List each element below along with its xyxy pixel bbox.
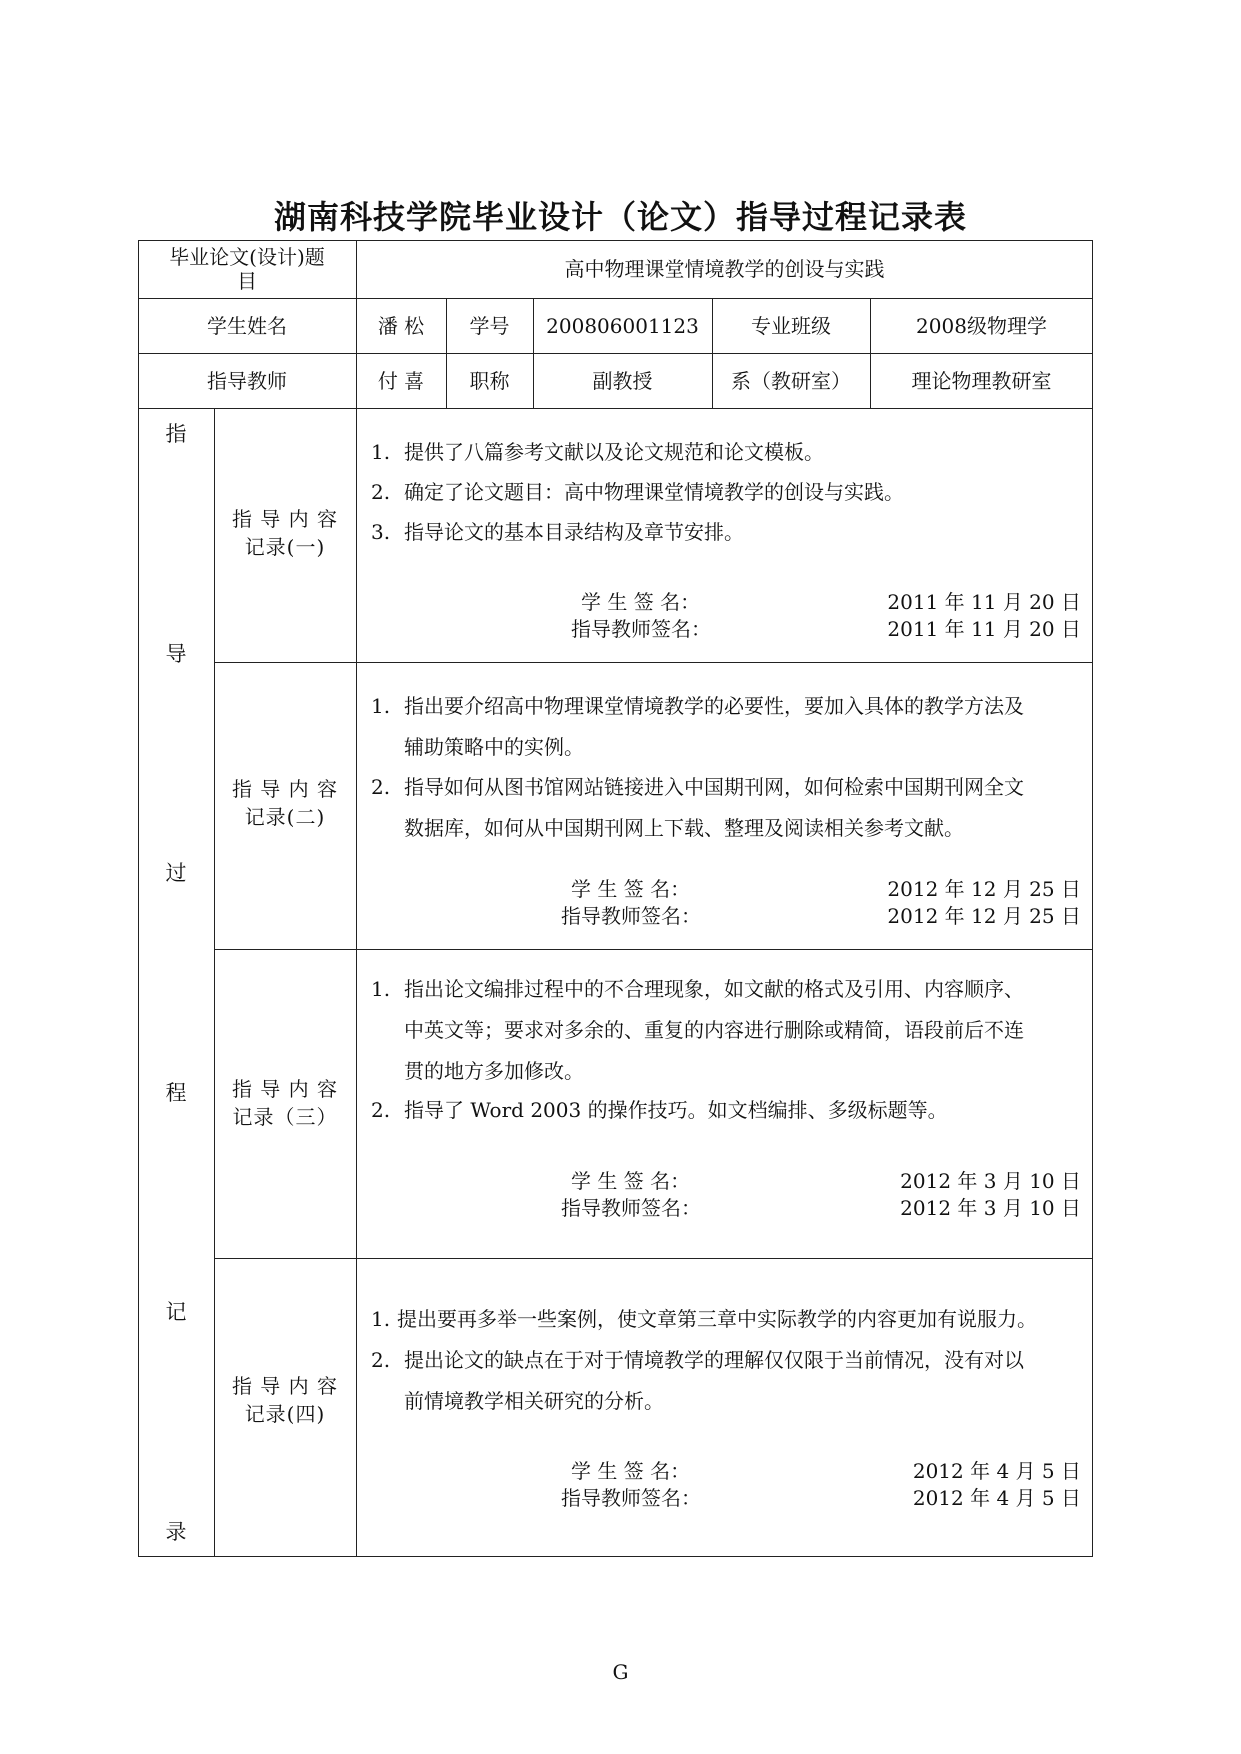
item-number: 2. xyxy=(371,1098,391,1122)
advisor-signature-label: 指导教师签名： xyxy=(561,904,701,928)
title-value: 副教授 xyxy=(592,368,653,393)
item-number: 1. xyxy=(371,1307,391,1331)
item-number: 1. xyxy=(371,977,391,1001)
record-label-line: 记录(一) xyxy=(244,535,326,559)
item-text: 指出论文编排过程中的不合理现象，如文献的格式及引用、内容顺序、 xyxy=(404,977,1024,1001)
side-label-char: 导 xyxy=(165,642,187,666)
page-number: G xyxy=(612,1660,629,1684)
student-signature-date: 2012 年 12 月 25 日 xyxy=(887,877,1081,901)
major-class: 2008级物理学 xyxy=(916,313,1047,338)
record-label-line: 指 导 内 容 xyxy=(231,1077,339,1101)
major-class-label: 专业班级 xyxy=(751,313,831,338)
student-signature-date: 2012 年 3 月 10 日 xyxy=(900,1169,1081,1193)
item-text: 提出要再多举一些案例，使文章第三章中实际教学的内容更加有说服力。 xyxy=(397,1307,1037,1331)
student-signature-row xyxy=(571,875,1081,903)
table-border-bottom xyxy=(138,1556,1093,1557)
record-divider xyxy=(214,1258,1093,1259)
student-signature-label: 学 生 签 名： xyxy=(571,1459,691,1483)
record-2-item-1 xyxy=(371,692,1081,762)
side-label-char: 程 xyxy=(165,1081,187,1105)
record-divider xyxy=(214,949,1093,950)
student-signature-row xyxy=(581,588,1081,616)
record-4-item-1 xyxy=(371,1305,1081,1333)
item-text: 指导论文的基本目录结构及章节安排。 xyxy=(404,520,744,544)
student-signature-label: 学 生 签 名： xyxy=(571,1169,691,1193)
record-label-line: 指 导 内 容 xyxy=(231,1374,339,1398)
advisor-signature-date: 2011 年 11 月 20 日 xyxy=(887,617,1081,641)
item-text: 数据库，如何从中国期刊网上下载、整理及阅读相关参考文献。 xyxy=(404,816,964,840)
record-label-4 xyxy=(214,1372,356,1428)
record-1-item-3 xyxy=(371,518,1081,546)
advisor-signature-date: 2012 年 3 月 10 日 xyxy=(900,1196,1081,1220)
record-1-item-2 xyxy=(371,478,1081,506)
record-label-line: 指 导 内 容 xyxy=(231,777,339,801)
item-number: 2. xyxy=(371,480,391,504)
advisor-signature-label: 指导教师签名： xyxy=(571,617,711,641)
record-label-line: 指 导 内 容 xyxy=(231,507,339,531)
item-text: 贯的地方多加修改。 xyxy=(404,1059,584,1083)
advisor-signature-label: 指导教师签名： xyxy=(561,1486,701,1510)
record-3-item-2 xyxy=(371,1096,1081,1124)
dept-value: 理论物理教研室 xyxy=(911,368,1052,393)
topic-value: 高中物理课堂情境教学的创设与实践 xyxy=(564,257,885,281)
item-text: 指导了 Word 2003 的操作技巧。如文档编排、多级标题等。 xyxy=(404,1098,948,1122)
record-label-2 xyxy=(214,775,356,831)
topic-label xyxy=(138,240,356,298)
topic-label-line2: 目 xyxy=(237,269,257,293)
item-text: 指导如何从图书馆网站链接进入中国期刊网，如何检索中国期刊网全文 xyxy=(404,775,1024,799)
column-divider xyxy=(356,240,357,1557)
item-text: 中英文等；要求对多余的、重复的内容进行删除或精简，语段前后不连 xyxy=(404,1018,1024,1042)
advisor-signature-row xyxy=(561,1484,1081,1512)
side-label-char: 指 xyxy=(165,422,187,446)
advisor-label: 指导教师 xyxy=(207,368,287,393)
record-3-item-1 xyxy=(371,975,1081,1085)
record-label-line: 记录(二) xyxy=(244,805,326,829)
record-1-item-1 xyxy=(371,438,1081,466)
side-label-char: 过 xyxy=(165,861,187,885)
item-number: 2. xyxy=(371,775,391,799)
row-divider xyxy=(138,408,1093,409)
advisor-signature-row xyxy=(561,1194,1081,1222)
student-name: 潘 松 xyxy=(377,313,425,338)
side-label-char: 录 xyxy=(165,1520,187,1544)
student-id-label: 学号 xyxy=(469,313,510,338)
advisor-signature-label: 指导教师签名： xyxy=(561,1196,701,1220)
item-number: 2. xyxy=(371,1348,391,1372)
record-label-3 xyxy=(214,1075,356,1131)
record-divider xyxy=(214,662,1093,663)
student-signature-label: 学 生 签 名： xyxy=(571,877,691,901)
advisor-signature-date: 2012 年 12 月 25 日 xyxy=(887,904,1081,928)
item-text: 前情境教学相关研究的分析。 xyxy=(404,1389,664,1413)
student-signature-date: 2012 年 4 月 5 日 xyxy=(912,1459,1081,1483)
table-border-right xyxy=(1092,240,1093,1557)
student-signature-date: 2011 年 11 月 20 日 xyxy=(887,590,1081,614)
title-label: 职称 xyxy=(469,368,510,393)
item-text: 辅助策略中的实例。 xyxy=(404,735,584,759)
topic-label-line1: 毕业论文(设计)题 xyxy=(169,245,325,269)
record-label-1 xyxy=(214,505,356,561)
advisor-signature-row xyxy=(561,902,1081,930)
record-table xyxy=(138,240,1093,1557)
item-text: 指出要介绍高中物理课堂情境教学的必要性，要加入具体的教学方法及 xyxy=(404,694,1024,718)
item-number: 1. xyxy=(371,694,391,718)
item-number: 1. xyxy=(371,440,391,464)
advisor-signature-date: 2012 年 4 月 5 日 xyxy=(912,1486,1081,1510)
student-signature-label: 学 生 签 名： xyxy=(581,590,701,614)
student-signature-row xyxy=(571,1167,1081,1195)
record-label-line: 记录（三） xyxy=(232,1105,338,1129)
item-text: 提供了八篇参考文献以及论文规范和论文模板。 xyxy=(404,440,824,464)
item-text: 确定了论文题目：高中物理课堂情境教学的创设与实践。 xyxy=(404,480,904,504)
record-2-item-2 xyxy=(371,773,1081,843)
side-label-char: 记 xyxy=(165,1300,187,1324)
item-text: 提出论文的缺点在于对于情境教学的理解仅仅限于当前情况，没有对以 xyxy=(404,1348,1024,1372)
student-id: 200806001123 xyxy=(546,313,699,338)
student-name-label: 学生姓名 xyxy=(207,313,287,338)
record-4-item-2 xyxy=(371,1346,1081,1416)
record-label-line: 记录(四) xyxy=(244,1402,326,1426)
dept-label: 系（教研室） xyxy=(731,368,851,393)
advisor-name: 付 喜 xyxy=(377,368,425,393)
advisor-signature-row xyxy=(571,615,1081,643)
item-number: 3. xyxy=(371,520,391,544)
student-signature-row xyxy=(571,1457,1081,1485)
form-title: 湖南科技学院毕业设计（论文）指导过程记录表 xyxy=(273,198,967,236)
